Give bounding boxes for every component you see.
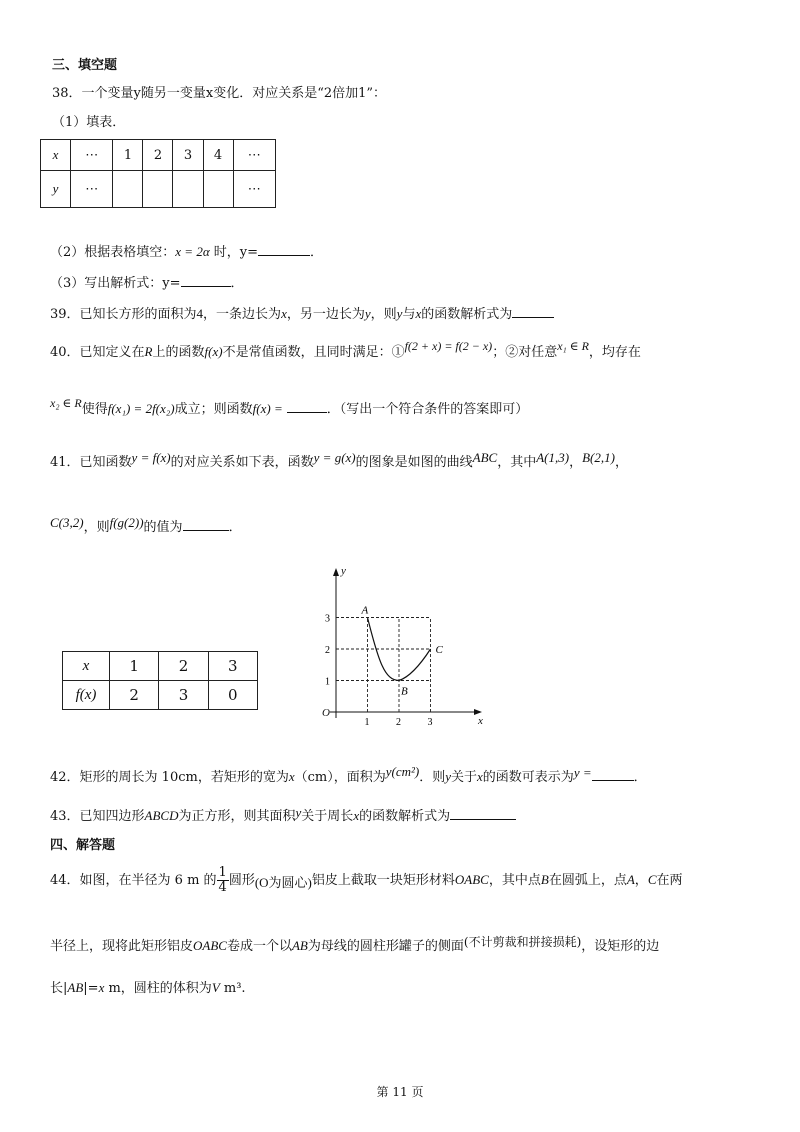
q40-part: 上的函数 <box>152 345 205 360</box>
q40-part: 40．已知定义在 <box>50 345 145 360</box>
q39-part: 的函数解析式为 <box>421 307 513 322</box>
table-cell: 3 <box>159 681 208 710</box>
q38-table <box>40 139 276 208</box>
q44-part: 铝皮上截取一块矩形材料 <box>311 873 455 888</box>
q44-part: 圆形 <box>228 873 255 888</box>
table-cell: y <box>41 171 71 208</box>
q40-line1 <box>50 339 641 360</box>
q38-part1: （1）填表． <box>52 115 126 130</box>
q40-math: f(x) = <box>252 401 283 416</box>
q44-part: ，其中点 <box>488 873 541 888</box>
table-row <box>41 171 276 208</box>
q44-part: m，圆柱的体积为 <box>104 981 212 996</box>
q44-part: |= <box>83 981 99 996</box>
q44-part: 在两 <box>656 873 683 888</box>
q41-table <box>62 651 258 710</box>
q44-fraction <box>217 866 229 895</box>
q43-part: 为正方形，则其面积 <box>178 809 296 824</box>
y-tick-label: 2 <box>325 645 330 656</box>
q42-math: x <box>477 769 483 784</box>
q38-part2 <box>50 241 323 260</box>
q44-math: AB <box>67 980 84 995</box>
x-axis-label: x <box>478 715 483 727</box>
fraction-numerator: 1 <box>218 865 227 880</box>
fraction-denominator: 4 <box>218 880 227 895</box>
q41-math: B(2,1) <box>582 450 615 465</box>
table-cell: 1 <box>113 140 143 171</box>
q42-part: 42．矩形的周长为 10cm，若矩形的宽为 <box>50 770 289 785</box>
table-cell: 0 <box>208 681 257 710</box>
q39-part: 39．已知长方形的面积为 <box>50 307 197 322</box>
q44-line1 <box>50 866 683 897</box>
q43-math: y <box>295 805 302 820</box>
q39-part: 与 <box>402 307 416 322</box>
q40-part: ，均存在 <box>588 345 641 360</box>
q44-line2 <box>50 933 659 954</box>
table-cell: 3 <box>208 652 257 681</box>
point-label-a: A <box>361 604 369 617</box>
x-tick-label: 1 <box>364 717 370 728</box>
q44-part: 卷成一个以 <box>226 939 292 954</box>
q44-math: OABC <box>193 938 227 953</box>
q41-part: 的值为 <box>143 520 183 535</box>
table-cell <box>143 171 173 208</box>
table-cell: x <box>41 140 71 171</box>
section-heading-fill-in: 三、填空题 <box>52 58 118 73</box>
y-axis-arrow-icon <box>333 568 339 576</box>
q40-line2 <box>50 396 528 417</box>
q40-math: R <box>144 344 153 359</box>
table-row <box>63 681 258 710</box>
origin-label: O <box>322 707 330 719</box>
q43-math: ABCD <box>144 808 179 823</box>
q44-part: ，设矩形的边 <box>581 939 660 954</box>
q44-part: (不计剪裁和拼接损耗) <box>463 935 582 949</box>
table-cell <box>203 171 233 208</box>
q43-part: 的函数解析式为 <box>359 809 451 824</box>
point-label-b: B <box>401 685 408 698</box>
q43-part: 43．已知四边形 <box>50 809 145 824</box>
table-cell <box>113 171 143 208</box>
q43-part: 关于周长 <box>301 809 354 824</box>
q39-part: ，则 <box>370 307 397 322</box>
answer-blank[interactable] <box>181 286 231 287</box>
y-tick-label: 1 <box>325 676 330 688</box>
q44-part: m³. <box>219 981 246 996</box>
table-cell: 2 <box>143 140 173 171</box>
q41-part: ，其中 <box>497 455 537 470</box>
q44-math: OABC <box>454 872 489 887</box>
q44-math: V <box>211 980 220 995</box>
q41-part: ， <box>614 455 628 470</box>
q42-part: （cm），面积为 <box>294 770 386 785</box>
q40-math: f(2 + x) = f(2 − x) <box>404 339 493 353</box>
q41-line2 <box>50 515 242 535</box>
q44-part: 在圆弧上，点 <box>548 873 627 888</box>
q41-math: f(g(2)) <box>109 515 144 530</box>
table-cell: 1 <box>110 652 159 681</box>
q39-part: ，另一边长为 <box>286 307 365 322</box>
table-cell: 2 <box>110 681 159 710</box>
table-row <box>41 140 276 171</box>
x-tick-label: 2 <box>396 717 401 728</box>
q41-math: y = g(x) <box>313 450 356 465</box>
q38-stem: 38．一个变量y随另一变量x变化．对应关系是“2倍加1”： <box>52 86 387 101</box>
q43-math: x <box>353 808 360 823</box>
q44-math: x <box>98 980 105 995</box>
q38-part2-math: x = 2α <box>175 244 210 259</box>
q40-part: ．（写出一个符合条件的答案即可） <box>326 402 529 417</box>
q40-math: f(x₁) = 2f(x₂) <box>107 401 175 416</box>
q42-math: y = <box>573 765 592 780</box>
q39-math: x <box>415 306 422 321</box>
page-number: 第 11 页 <box>376 1085 424 1099</box>
answer-blank[interactable] <box>512 317 554 318</box>
q44-part: 半径上，现将此矩形铝皮 <box>50 939 194 954</box>
q41-part: ， <box>569 455 583 470</box>
q42-part: 关于 <box>451 770 478 785</box>
table-cell: 4 <box>203 140 233 171</box>
q42-part: 的函数可表示为 <box>482 770 574 785</box>
q39-text <box>50 303 554 322</box>
q42-text <box>50 764 647 785</box>
q41-math: y = f(x) <box>131 450 171 465</box>
table-cell: 3 <box>173 140 203 171</box>
q41-part: ． <box>228 520 242 535</box>
table-cell: ⋯ <box>71 140 113 171</box>
answer-blank[interactable] <box>450 819 516 820</box>
q38-part3-label: （3）写出解析式：y= <box>50 276 181 291</box>
q39-math: y <box>364 306 371 321</box>
q42-part: ．则 <box>419 770 446 785</box>
q39-part: ，一条边长为 <box>203 307 282 322</box>
table-cell: ⋯ <box>233 140 275 171</box>
q40-part: ；②对任意 <box>492 345 558 360</box>
table-cell: x <box>63 652 110 681</box>
q44-part: 为母线的圆柱形罐子的侧面 <box>307 939 464 954</box>
table-cell: 2 <box>159 652 208 681</box>
q38-part3-end: ． <box>230 276 244 291</box>
q43-text <box>50 805 516 824</box>
q41-line1 <box>50 450 628 470</box>
point-label-c: C <box>435 644 443 656</box>
q40-math: x₁ ∈ R <box>557 339 589 353</box>
q38-part3 <box>50 272 244 291</box>
table-cell <box>173 171 203 208</box>
q38-part2-end: ． <box>310 245 324 260</box>
section-heading-answers: 四、解答题 <box>50 838 116 853</box>
q40-math: f(x) <box>204 344 223 359</box>
q39-math: x <box>281 306 287 321</box>
q41-part: 的图象是如图的曲线 <box>355 455 473 470</box>
q42-part: ． <box>633 770 647 785</box>
q39-math: 4 <box>196 306 204 321</box>
q39-math: y <box>396 306 403 321</box>
q41-math: A(1,3) <box>536 450 570 465</box>
table-row <box>63 652 258 681</box>
answer-blank[interactable] <box>183 530 229 531</box>
y-axis-label: y <box>341 565 346 577</box>
q42-math: y <box>445 769 451 784</box>
q41-math: C(3,2) <box>50 515 84 530</box>
q44-math: B <box>540 872 549 887</box>
table-cell: ⋯ <box>233 171 275 208</box>
q41-part: 的对应关系如下表，函数 <box>170 455 314 470</box>
q38-part2-label: （2）根据表格填空： <box>50 245 176 260</box>
table-cell: ⋯ <box>71 171 113 208</box>
q44-part: 44．如图，在半径为 6 m 的 <box>50 873 217 888</box>
q44-part: 长| <box>50 981 68 996</box>
q40-part: 使得 <box>81 402 108 417</box>
q44-part: ， <box>634 873 648 888</box>
q41-graph <box>308 560 498 730</box>
q41-math: ABC <box>472 450 498 465</box>
q38-part2-text: 时，y= <box>209 245 259 260</box>
q40-math: x₂ ∈ R <box>50 396 82 410</box>
x-tick-label: 3 <box>427 717 433 728</box>
q41-part: 41．已知函数 <box>50 455 132 470</box>
y-tick-label: 3 <box>325 613 330 625</box>
q44-math: C <box>647 872 657 887</box>
q44-math: AB <box>291 938 308 953</box>
q40-part: 成立；则函数 <box>174 402 253 417</box>
table-cell: f(x) <box>63 681 110 710</box>
q42-math: x <box>288 769 295 784</box>
q44-math: (O为圆心) <box>254 875 312 890</box>
answer-blank[interactable] <box>287 412 327 413</box>
q40-part: 不是常值函数，且同时满足：① <box>222 345 405 360</box>
answer-blank[interactable] <box>592 780 634 781</box>
q44-line3 <box>50 977 246 996</box>
q42-math: y(cm²) <box>385 764 420 779</box>
answer-blank[interactable] <box>258 255 310 256</box>
q41-part: ，则 <box>83 520 110 535</box>
q44-math: A <box>626 872 635 887</box>
